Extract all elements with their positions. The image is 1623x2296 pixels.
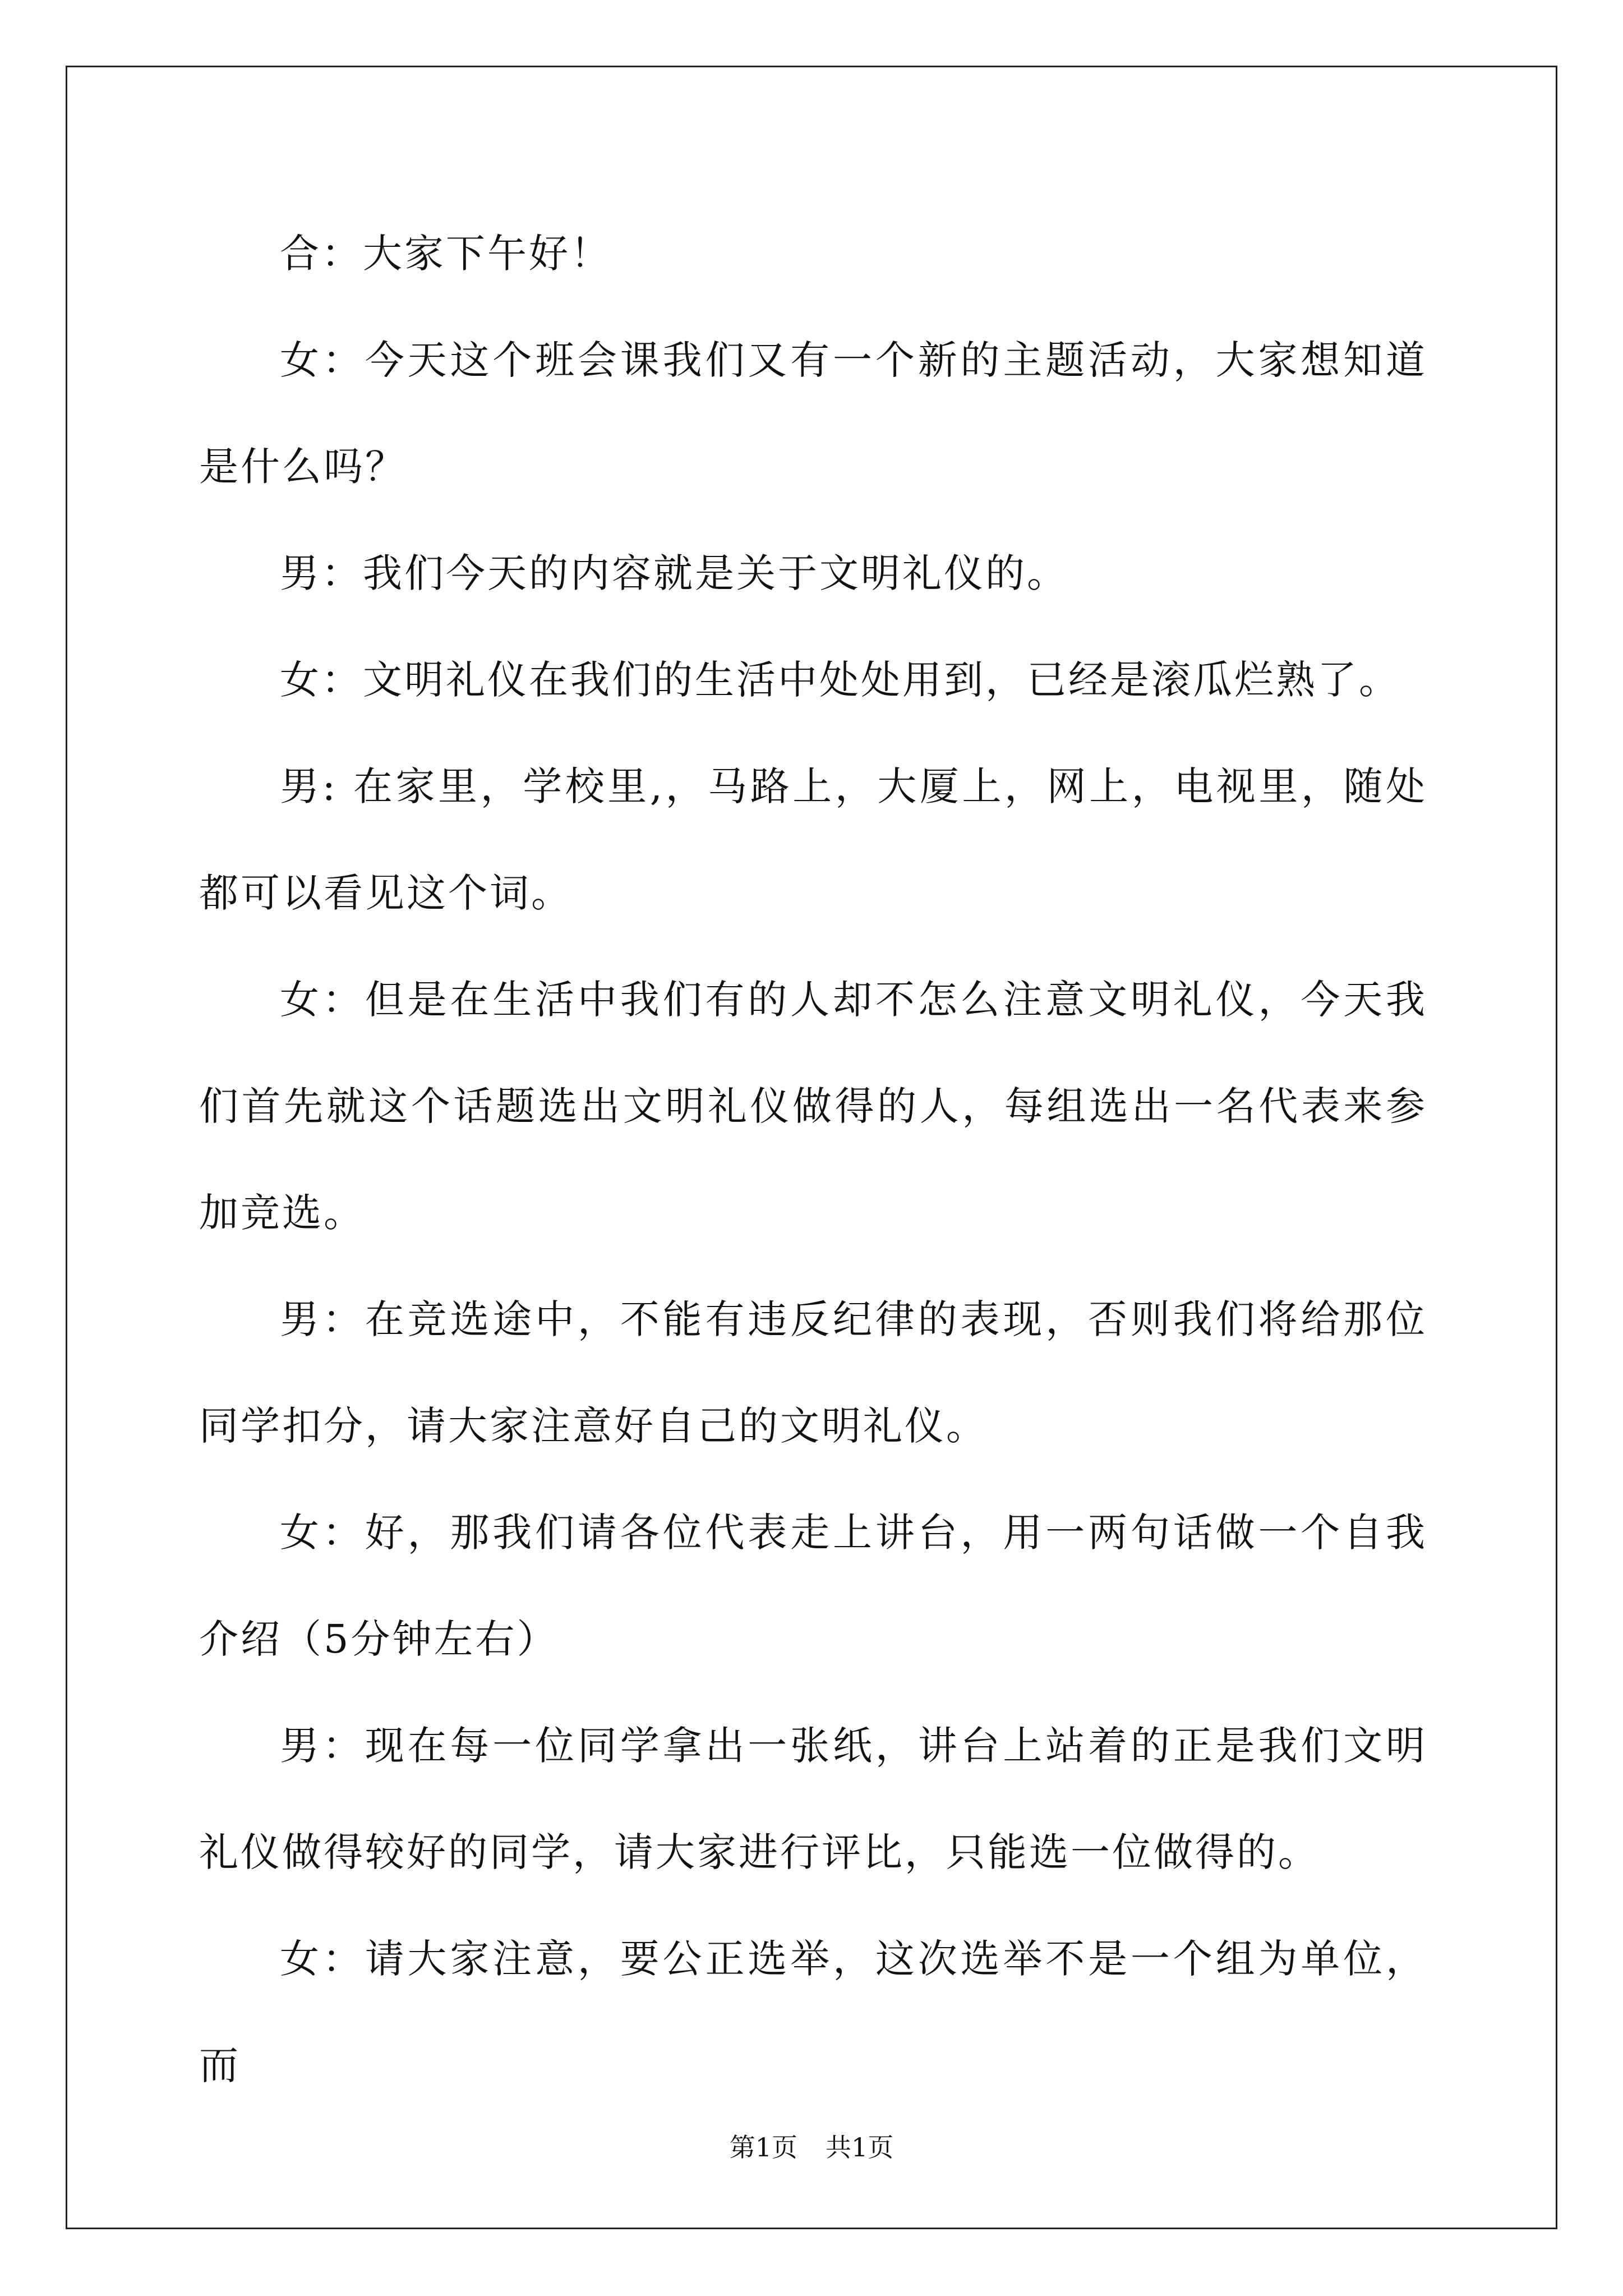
paragraph-3: 男：我们今天的内容就是关于文明礼仪的。: [280, 550, 1068, 596]
paragraph-6: 女：但是在生活中我们有的人却不怎么注意文明礼仪，今天我们首先就这个话题选出文明礼仪做得的人，每组选出一名代表来参加竞选。: [199, 977, 1427, 1236]
page-number: 第1页: [729, 2132, 797, 2162]
paragraph-8: 女：好，那我们请各位代表走上讲台，用一两句话做一个自我介绍（5分钟左右）: [199, 1510, 1427, 1662]
paragraph-10: 女：请大家注意，要公正选举，这次选举不是一个组为单位，而: [199, 1936, 1427, 2088]
paragraph-9: 男：现在每一位同学拿出一张纸，讲台上站着的正是我们文明礼仪做得较好的同学，请大家进行评比，只能选一位做得的。: [199, 1723, 1427, 1875]
paragraph-5: 男: 在家里，学校里,，马路上，大厦上，网上，电视里，随处都可以看见这个词。: [199, 763, 1427, 916]
paragraph-2: 女：今天这个班会课我们又有一个新的主题活动，大家想知道是什么吗？: [199, 337, 1427, 490]
paragraph-4: 女：文明礼仪在我们的生活中处处用到，已经是滚瓜烂熟了。: [280, 657, 1400, 703]
page-total: 共1页: [826, 2132, 894, 2162]
paragraph-7: 男：在竞选途中，不能有违反纪律的表现，否则我们将给那位同学扣分，请大家注意好自己的文明礼仪。: [199, 1296, 1427, 1449]
page-footer: [0, 2131, 1623, 2164]
paragraph-1: 合：大家下午好！: [280, 231, 612, 277]
